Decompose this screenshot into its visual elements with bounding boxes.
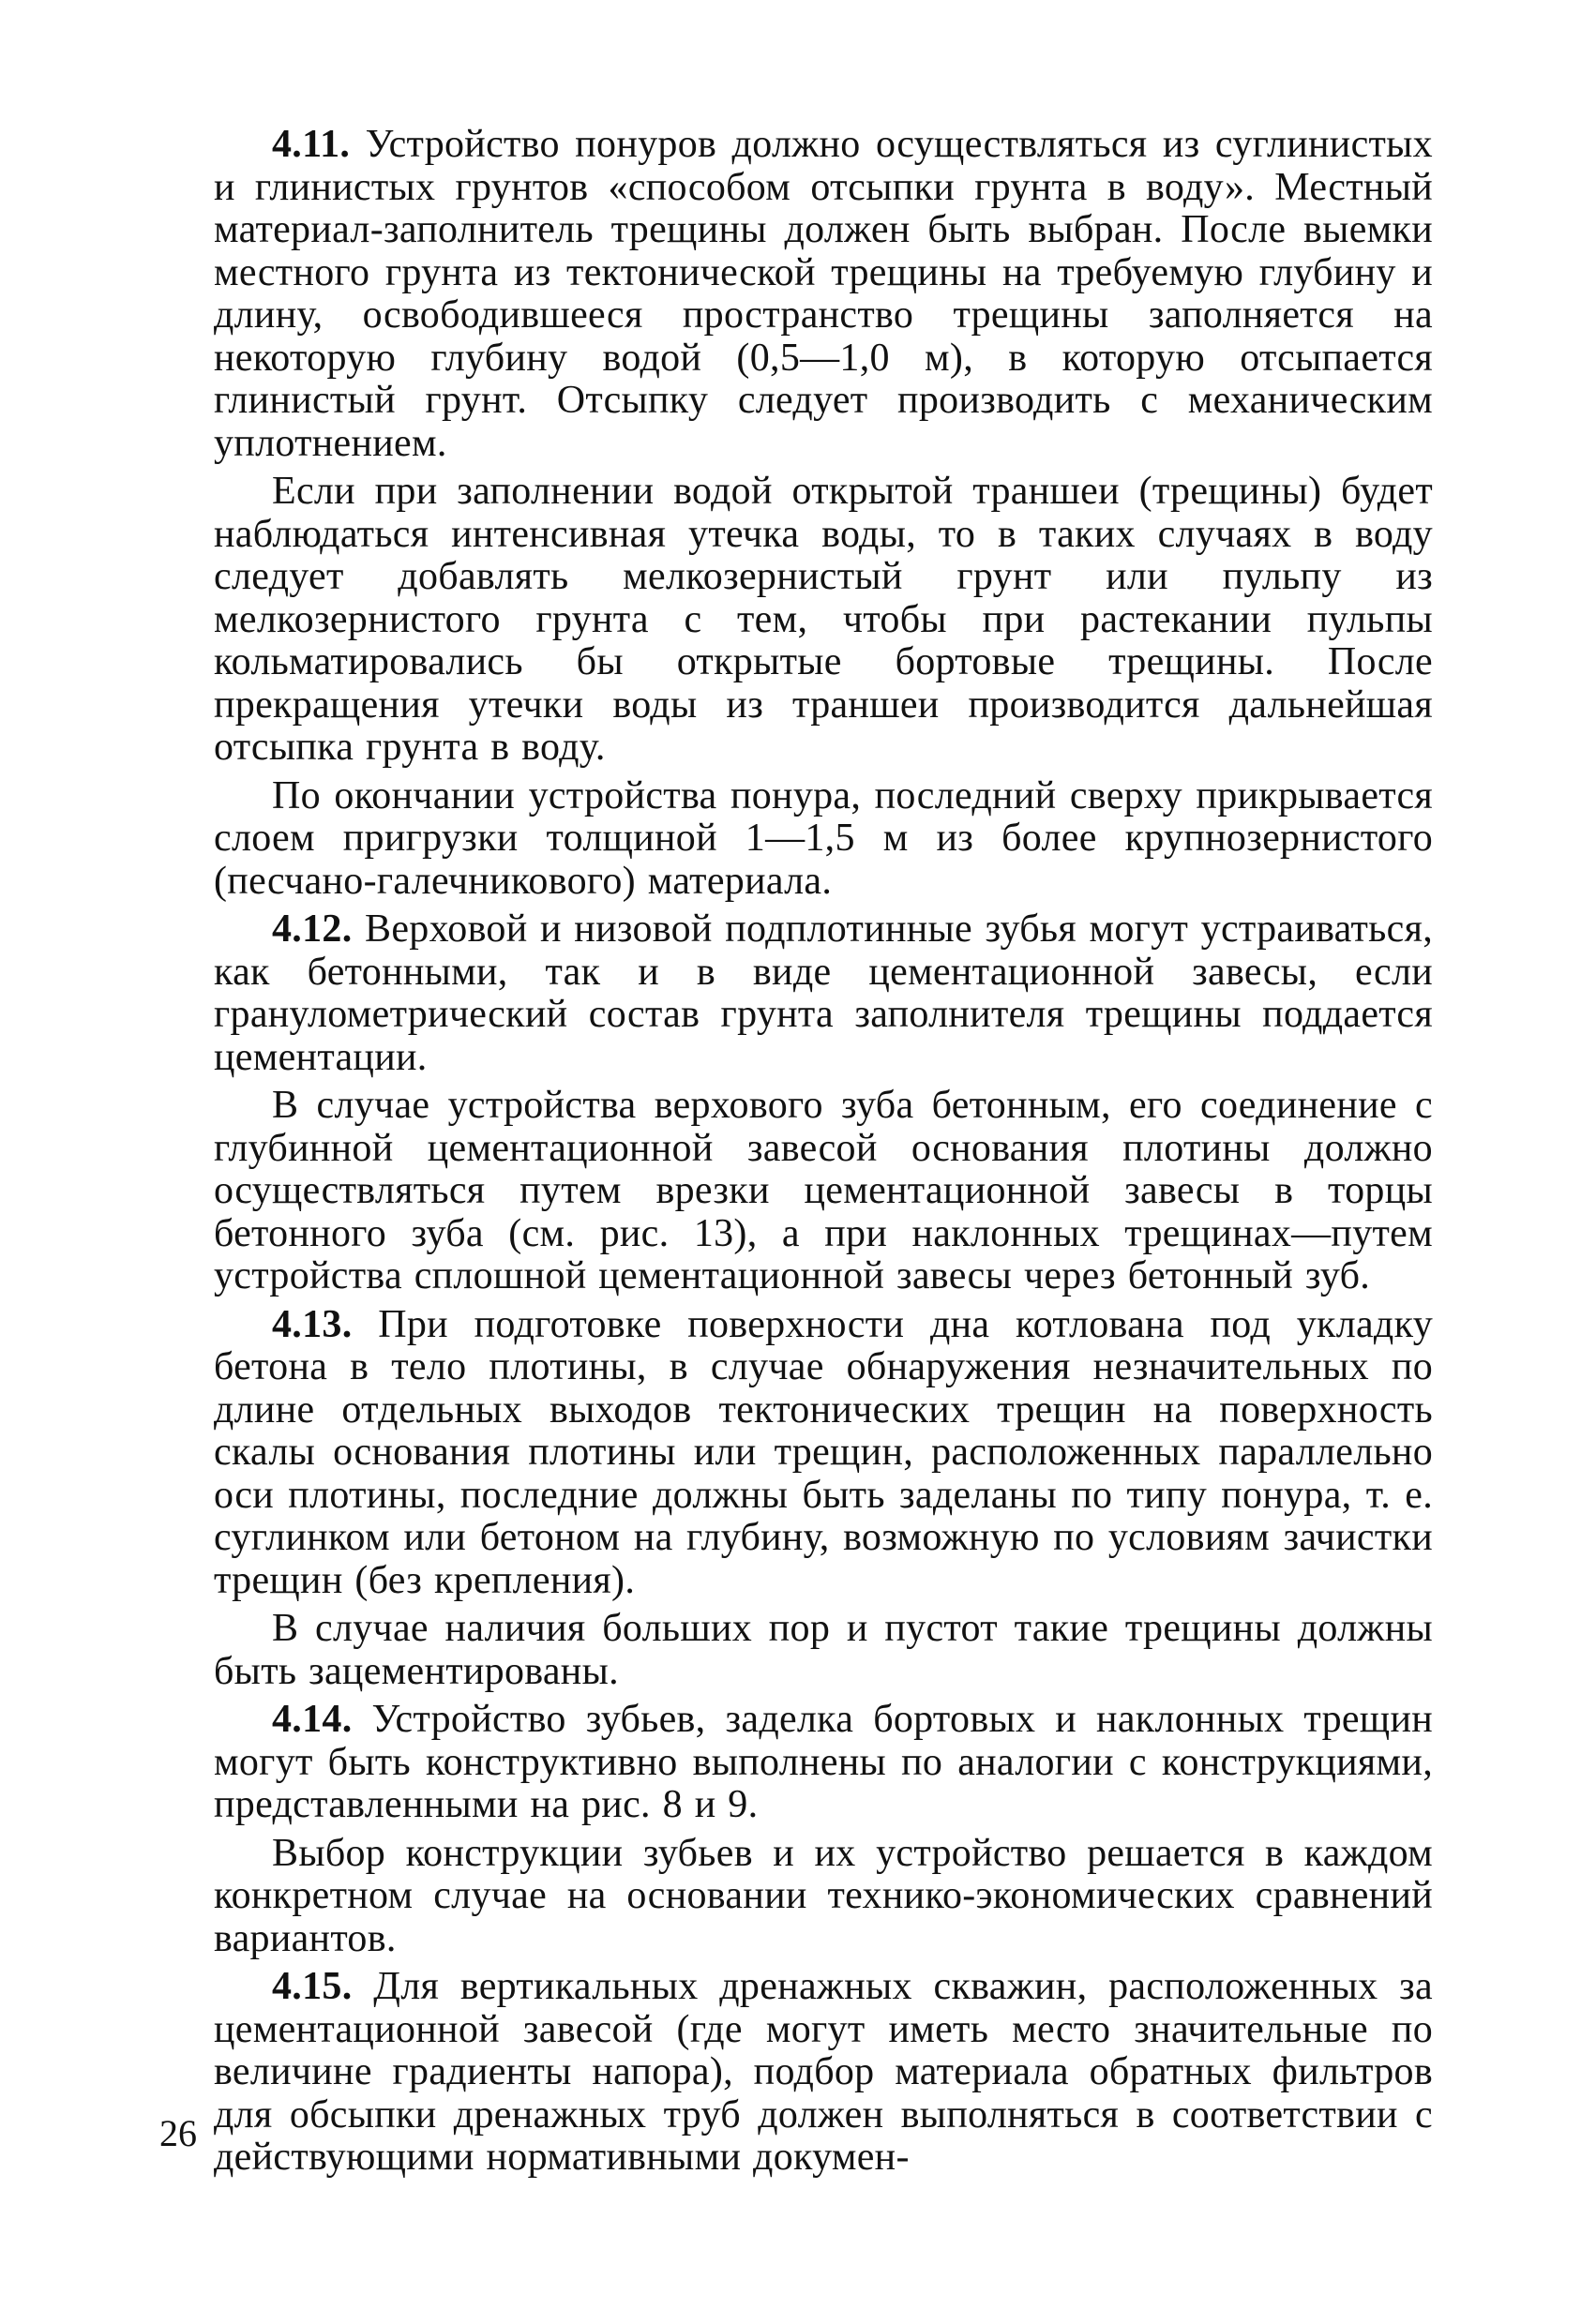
section-number: 4.12. xyxy=(272,907,353,951)
paragraph-4-12 xyxy=(214,908,1433,1079)
paragraph-4-14 xyxy=(214,1699,1433,1827)
paragraph-4-15 xyxy=(214,1966,1433,2180)
paragraph-4-13-pores xyxy=(214,1608,1433,1693)
paragraph-text: В случае наличия больших пор и пустот такие трещины должны быть зацементированы. xyxy=(214,1607,1433,1693)
page-number: 26 xyxy=(159,2112,197,2154)
paragraph-text: Верховой и низовой подплотинные зубья могут устраиваться, как бетонными, так и в виде цементационной завесы, если гранулометрический состав грунта заполнителя трещины поддается цементации. xyxy=(214,907,1433,1079)
section-number: 4.15. xyxy=(272,1965,353,2008)
paragraph-4-11-cover xyxy=(214,775,1433,904)
paragraph-text: Если при заполнении водой открытой траншеи (трещины) будет наблюдаться интенсивная утечка воды, то в таких случаях в воду следует добавлять мелкозернистый грунт или пульпу из мелкозернистого грунта с тем, чтобы при растекании пульпы кольматировались бы открытые бортовые трещины. После прекращения утечки воды из траншеи производится дальнейшая отсыпка грунта в воду. xyxy=(214,470,1433,769)
paragraph-4-11-leak xyxy=(214,471,1433,770)
paragraph-text: В случае устройства верхового зуба бетонным, его соединение с глубинной цементационной завесой основания плотины должно осуществляться путем врезки цементационной завесы в торцы бетонного зуба (см. рис. 13), а при наклонных трещинах—путем устройства сплошной цементационной завесы через бетонный зуб. xyxy=(214,1084,1433,1297)
body-text xyxy=(214,124,1433,2185)
paragraph-text: Устройство зубьев, заделка бортовых и наклонных трещин могут быть конструктивно выполнены по аналогии с конструкциями, представленными на рис. 8 и 9. xyxy=(214,1698,1434,1826)
paragraph-text: Для вертикальных дренажных скважин, расположенных за цементационной завесой (где могут иметь место значительные по величине градиенты напора), подбор материала обратных фильтров для обсыпки дренажных труб должен выполняться в соответствии с действующими нормативными докумен- xyxy=(214,1965,1433,2179)
paragraph-4-11 xyxy=(214,124,1433,465)
paragraph-text: Устройство понуров должно осуществляться из суглинистых и глинистых грунтов «способом отсыпки грунта в воду». Местный материал-заполнитель трещины должен быть выбран. После выемки местного грунта из тектонической трещины на требуемую глубину и длину, освободившееся пространство трещины заполняется на некоторую глубину водой (0,5—1,0 м), в которую отсыпается глинистый грунт. Отсыпку следует производить с механическим уплотнением. xyxy=(214,123,1433,465)
paragraph-text: Выбор конструкции зубьев и их устройство решается в каждом конкретном случае на основании технико-экономических сравнений вариантов. xyxy=(214,1831,1433,1960)
paragraph-4-14-choice xyxy=(214,1833,1433,1961)
section-number: 4.11. xyxy=(272,123,351,166)
paragraph-4-13 xyxy=(214,1304,1433,1603)
paragraph-text: По окончании устройства понура, последний сверху прикрывается слоем пригрузки толщиной 1—1,5 м из более крупнозернистого (песчано-галечникового) материала. xyxy=(214,773,1433,903)
paragraph-text: При подготовке поверхности дна котлована под укладку бетона в тело плотины, в случае обнаружения незначительных по длине отдельных выходов тектонических трещин на поверхность скалы основания плотины или трещин, расположенных параллельно оси плотины, последние должны быть заделаны по типу понура, т. е. суглинком или бетоном на глубину, возможную по условиям зачистки трещин (без крепления). xyxy=(214,1302,1433,1602)
section-number: 4.14. xyxy=(272,1698,353,1741)
section-number: 4.13. xyxy=(272,1302,353,1346)
paragraph-4-12-upstream xyxy=(214,1085,1433,1298)
